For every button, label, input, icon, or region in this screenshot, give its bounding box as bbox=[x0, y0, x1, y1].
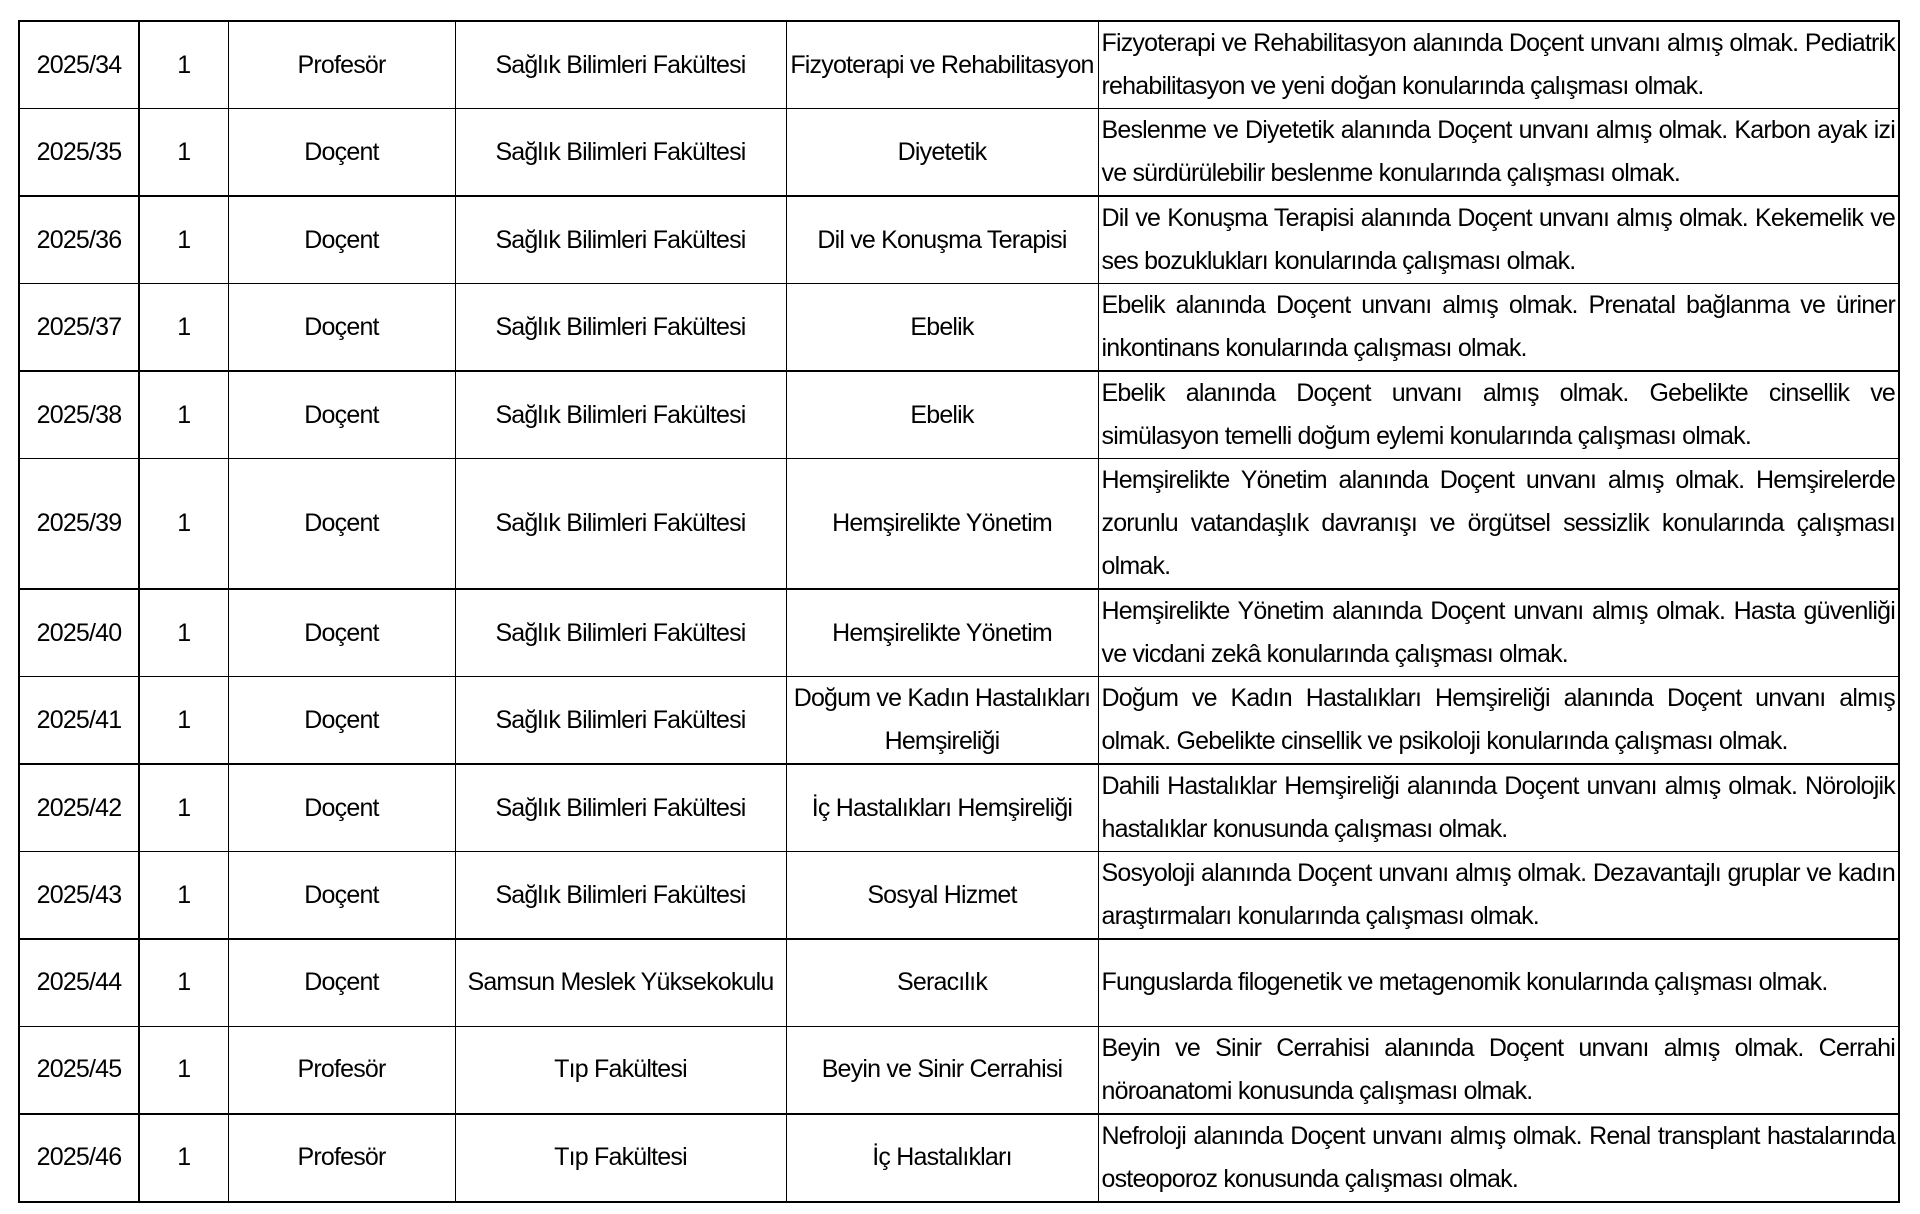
table-row bbox=[19, 764, 1899, 852]
faculty-cell: Sağlık Bilimleri Fakültesi bbox=[455, 21, 786, 109]
kadro-count-cell: 1 bbox=[139, 196, 228, 284]
department-cell: Doğum ve Kadın Hastalıkları Hemşireliği bbox=[786, 677, 1098, 765]
department-cell: Sosyal Hizmet bbox=[786, 852, 1098, 940]
kadro-count-cell: 1 bbox=[139, 852, 228, 940]
table-row bbox=[19, 589, 1899, 677]
requirements-cell: Beyin ve Sinir Cerrahisi alanında Doçent unvanı almış olmak. Cerrahi nöroanatomi konusunda çalışması olmak. bbox=[1098, 1026, 1899, 1114]
kadro-count-cell: 1 bbox=[139, 284, 228, 372]
kadro-title-cell: Doçent bbox=[228, 371, 455, 459]
department-cell: Ebelik bbox=[786, 371, 1098, 459]
ilan-no-cell: 2025/39 bbox=[19, 459, 139, 590]
kadro-count-cell: 1 bbox=[139, 459, 228, 590]
ilan-no-cell: 2025/35 bbox=[19, 109, 139, 197]
department-cell: İç Hastalıkları Hemşireliği bbox=[786, 764, 1098, 852]
kadro-count-cell: 1 bbox=[139, 589, 228, 677]
faculty-cell: Samsun Meslek Yüksekokulu bbox=[455, 939, 786, 1026]
department-cell: İç Hastalıkları bbox=[786, 1114, 1098, 1202]
requirements-cell: Hemşirelikte Yönetim alanında Doçent unvanı almış olmak. Hasta güvenliği ve vicdani zekâ konularında çalışması olmak. bbox=[1098, 589, 1899, 677]
faculty-cell: Sağlık Bilimleri Fakültesi bbox=[455, 196, 786, 284]
kadro-title-cell: Doçent bbox=[228, 677, 455, 765]
requirements-cell: Ebelik alanında Doçent unvanı almış olmak. Prenatal bağlanma ve üriner inkontinans konularında çalışması olmak. bbox=[1098, 284, 1899, 372]
department-cell: Diyetetik bbox=[786, 109, 1098, 197]
table-row bbox=[19, 371, 1899, 459]
ilan-no-cell: 2025/45 bbox=[19, 1026, 139, 1114]
table-row bbox=[19, 109, 1899, 197]
kadro-title-cell: Doçent bbox=[228, 284, 455, 372]
kadro-title-cell: Doçent bbox=[228, 459, 455, 590]
kadro-count-cell: 1 bbox=[139, 939, 228, 1026]
kadro-count-cell: 1 bbox=[139, 1114, 228, 1202]
requirements-cell: Sosyoloji alanında Doçent unvanı almış olmak. Dezavantajlı gruplar ve kadın araştırmaları konularında çalışması olmak. bbox=[1098, 852, 1899, 940]
kadro-title-cell: Doçent bbox=[228, 764, 455, 852]
table-row bbox=[19, 284, 1899, 372]
department-cell: Dil ve Konuşma Terapisi bbox=[786, 196, 1098, 284]
department-cell: Beyin ve Sinir Cerrahisi bbox=[786, 1026, 1098, 1114]
kadro-count-cell: 1 bbox=[139, 1026, 228, 1114]
kadro-count-cell: 1 bbox=[139, 764, 228, 852]
department-cell: Fizyoterapi ve Rehabilitasyon bbox=[786, 21, 1098, 109]
table-row bbox=[19, 1114, 1899, 1202]
ilan-no-cell: 2025/42 bbox=[19, 764, 139, 852]
ilan-no-cell: 2025/44 bbox=[19, 939, 139, 1026]
department-cell: Hemşirelikte Yönetim bbox=[786, 459, 1098, 590]
requirements-cell: Ebelik alanında Doçent unvanı almış olmak. Gebelikte cinsellik ve simülasyon temelli doğum eylemi konularında çalışması olmak. bbox=[1098, 371, 1899, 459]
ilan-no-cell: 2025/36 bbox=[19, 196, 139, 284]
department-cell: Ebelik bbox=[786, 284, 1098, 372]
kadro-title-cell: Doçent bbox=[228, 109, 455, 197]
department-cell: Seracılık bbox=[786, 939, 1098, 1026]
requirements-cell: Funguslarda filogenetik ve metagenomik konularında çalışması olmak. bbox=[1098, 939, 1899, 1026]
requirements-cell: Dahili Hastalıklar Hemşireliği alanında Doçent unvanı almış olmak. Nörolojik hastalıklar konusunda çalışması olmak. bbox=[1098, 764, 1899, 852]
ilan-no-cell: 2025/40 bbox=[19, 589, 139, 677]
ilan-no-cell: 2025/37 bbox=[19, 284, 139, 372]
kadro-count-cell: 1 bbox=[139, 21, 228, 109]
ilan-no-cell: 2025/43 bbox=[19, 852, 139, 940]
table-row bbox=[19, 1026, 1899, 1114]
faculty-cell: Sağlık Bilimleri Fakültesi bbox=[455, 677, 786, 765]
kadro-title-cell: Doçent bbox=[228, 852, 455, 940]
ilan-no-cell: 2025/34 bbox=[19, 21, 139, 109]
positions-table bbox=[18, 20, 1900, 1203]
requirements-cell: Hemşirelikte Yönetim alanında Doçent unvanı almış olmak. Hemşirelerde zorunlu vatandaşlık davranışı ve örgütsel sessizlik konularında çalışması olmak. bbox=[1098, 459, 1899, 590]
requirements-cell: Nefroloji alanında Doçent unvanı almış olmak. Renal transplant hastalarında osteoporoz konusunda çalışması olmak. bbox=[1098, 1114, 1899, 1202]
ilan-no-cell: 2025/41 bbox=[19, 677, 139, 765]
table-row bbox=[19, 459, 1899, 590]
department-cell: Hemşirelikte Yönetim bbox=[786, 589, 1098, 677]
kadro-title-cell: Profesör bbox=[228, 1026, 455, 1114]
kadro-title-cell: Profesör bbox=[228, 1114, 455, 1202]
faculty-cell: Sağlık Bilimleri Fakültesi bbox=[455, 371, 786, 459]
kadro-title-cell: Doçent bbox=[228, 196, 455, 284]
kadro-title-cell: Doçent bbox=[228, 589, 455, 677]
ilan-no-cell: 2025/38 bbox=[19, 371, 139, 459]
table-row bbox=[19, 852, 1899, 940]
kadro-count-cell: 1 bbox=[139, 109, 228, 197]
faculty-cell: Sağlık Bilimleri Fakültesi bbox=[455, 852, 786, 940]
faculty-cell: Sağlık Bilimleri Fakültesi bbox=[455, 284, 786, 372]
faculty-cell: Tıp Fakültesi bbox=[455, 1114, 786, 1202]
faculty-cell: Tıp Fakültesi bbox=[455, 1026, 786, 1114]
faculty-cell: Sağlık Bilimleri Fakültesi bbox=[455, 109, 786, 197]
table-row bbox=[19, 21, 1899, 109]
kadro-title-cell: Profesör bbox=[228, 21, 455, 109]
requirements-cell: Fizyoterapi ve Rehabilitasyon alanında Doçent unvanı almış olmak. Pediatrik rehabilitasyon ve yeni doğan konularında çalışması olmak. bbox=[1098, 21, 1899, 109]
requirements-cell: Dil ve Konuşma Terapisi alanında Doçent unvanı almış olmak. Kekemelik ve ses bozuklukları konularında çalışması olmak. bbox=[1098, 196, 1899, 284]
table-row bbox=[19, 196, 1899, 284]
kadro-count-cell: 1 bbox=[139, 371, 228, 459]
requirements-cell: Doğum ve Kadın Hastalıkları Hemşireliği alanında Doçent unvanı almış olmak. Gebelikte cinsellik ve psikoloji konularında çalışması olmak. bbox=[1098, 677, 1899, 765]
kadro-count-cell: 1 bbox=[139, 677, 228, 765]
kadro-title-cell: Doçent bbox=[228, 939, 455, 1026]
faculty-cell: Sağlık Bilimleri Fakültesi bbox=[455, 459, 786, 590]
ilan-no-cell: 2025/46 bbox=[19, 1114, 139, 1202]
faculty-cell: Sağlık Bilimleri Fakültesi bbox=[455, 589, 786, 677]
table-row bbox=[19, 939, 1899, 1026]
table-row bbox=[19, 677, 1899, 765]
requirements-cell: Beslenme ve Diyetetik alanında Doçent unvanı almış olmak. Karbon ayak izi ve sürdürülebilir beslenme konularında çalışması olmak. bbox=[1098, 109, 1899, 197]
faculty-cell: Sağlık Bilimleri Fakültesi bbox=[455, 764, 786, 852]
